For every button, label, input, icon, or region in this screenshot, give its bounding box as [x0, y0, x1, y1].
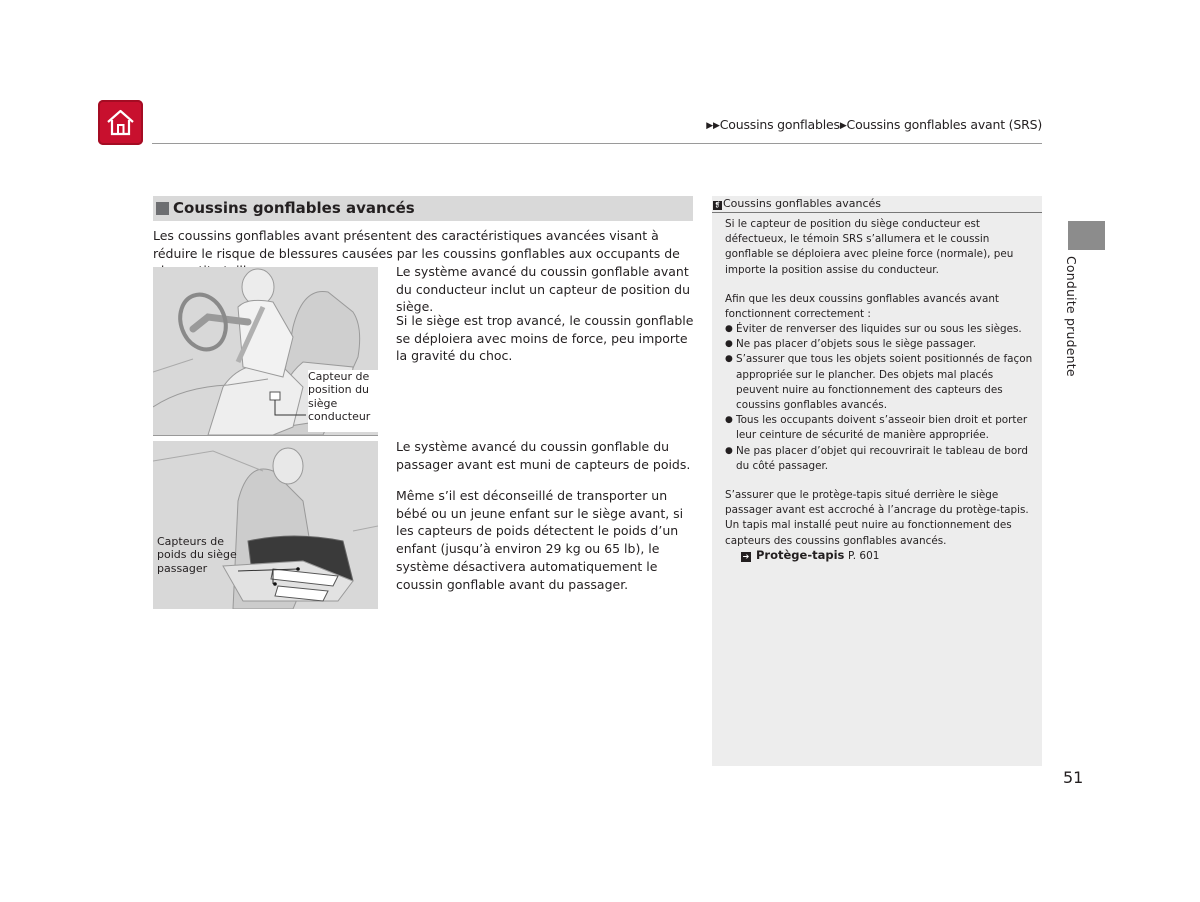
- home-icon: [105, 107, 136, 138]
- passenger-weight-sensor-label: [157, 535, 241, 575]
- page-number: 51: [1063, 768, 1084, 787]
- breadcrumb-arrow-icon: ▶▶: [706, 121, 720, 131]
- bullet-icon: ●: [725, 324, 733, 334]
- passenger-seat-illustration: [153, 441, 378, 609]
- breadcrumb-item-airbags[interactable]: Coussins gonflables: [719, 117, 840, 132]
- note-paragraph-1: Si le capteur de position du siège conducteur est défectueux, le témoin SRS s’allumera et le coussin gonflable se déploiera avec pleine force (normale), peu importe la position assise du conducteur.: [725, 218, 1014, 276]
- note-panel: [712, 196, 1042, 766]
- heading-square-icon: [156, 202, 169, 215]
- list-item-text: Ne pas placer d’objet qui recouvrirait le tableau de bord du côté passager.: [736, 444, 1028, 472]
- crossref-page: P. 601: [848, 550, 880, 562]
- crossref-label: Protège-tapis: [756, 548, 845, 562]
- passenger-caption-line-3: passager: [157, 561, 208, 575]
- breadcrumb-item-front-airbags[interactable]: Coussins gonflables avant (SRS): [846, 117, 1042, 132]
- passenger-seat-drawing: [153, 441, 378, 609]
- passenger-caption-line-2: poids du siège: [157, 548, 237, 562]
- driver-paragraph-1: Le système avancé du coussin gonflable avant du conducteur inclut un capteur de position du siège.: [396, 264, 691, 315]
- intro-paragraph: Les coussins gonflables avant présentent des caractéristiques avancées visant à réduire le risque de blessures causées par les coussins gonflables aux occupants de: [153, 228, 680, 261]
- bullet-icon: ●: [725, 354, 733, 365]
- driver-caption-line-2: position du: [308, 383, 370, 397]
- list-item: [725, 444, 1033, 474]
- chapter-tab-label: Conduite prudente: [1064, 256, 1079, 377]
- note-title-text: Coussins gonflables avancés: [723, 197, 881, 210]
- bullet-icon: ●: [725, 339, 733, 350]
- crossref-arrow-icon: ➔: [742, 552, 750, 561]
- list-item: [725, 322, 1033, 337]
- driver-seat-sensor-label: [308, 370, 378, 432]
- passenger-paragraph-2: Même s’il est déconseillé de transporter un bébé ou un jeune enfant sur le siège avant, si les capteurs de poids détectent le poids d’un enfant (jusqu’à environ 29 kg ou 65 lb), le système désactivera automatiquement le coussin gonflable avant du passager.: [396, 488, 684, 592]
- bullet-icon: ●: [725, 415, 733, 426]
- list-item: [725, 352, 1033, 413]
- home-button[interactable]: [98, 100, 143, 145]
- list-item-text: S’assurer que tous les objets soient positionnés de façon appropriée sur le plancher. Des objets mal placés peuvent nuire au fonctionnement des capteurs des coussins gonflables avancés.: [736, 353, 1033, 412]
- header-divider: [152, 143, 1042, 144]
- driver-caption-line-4: conducteur: [308, 410, 371, 424]
- list-item-text: Ne pas placer d’objets sous le siège passager.: [736, 338, 977, 351]
- driver-caption-line-3: siège: [308, 396, 338, 410]
- note-bullet-list: [725, 322, 1033, 474]
- note-paragraph-2: Afin que les deux coussins gonflables avancés avant fonctionnent correctement :: [725, 293, 999, 321]
- list-item-text: Tous les occupants doivent s’asseoir bien droit et porter leur ceinture de sécurité de manière appropriée.: [736, 414, 1028, 442]
- note-icon: ❡: [714, 201, 721, 209]
- passenger-caption-line-1: Capteurs de: [157, 535, 224, 548]
- section-title: Coussins gonflables avancés: [173, 199, 415, 217]
- bullet-icon: ●: [725, 445, 733, 456]
- section-heading: [153, 196, 693, 221]
- list-item: [725, 413, 1033, 443]
- breadcrumb: [706, 117, 1042, 132]
- driver-paragraph-2: Si le siège est trop avancé, le coussin gonflable se déploiera avec moins de force, peu importe la gravité du choc.: [396, 313, 694, 364]
- note-paragraph-3: S’assurer que le protège-tapis situé derrière le siège passager avant est accroché à l’ancrage du protège-tapis. Un tapis mal installé peut nuire au fonctionnement des capteurs des coussins gonflables avancés.: [725, 489, 1029, 547]
- floor-mat-crossref-link[interactable]: [741, 548, 879, 562]
- note-title: [713, 197, 881, 210]
- passenger-paragraph-1: Le système avancé du coussin gonflable du passager avant est muni de capteurs de poids.: [396, 439, 691, 472]
- breadcrumb-separator-icon: ▶: [839, 121, 847, 131]
- list-item: [725, 337, 1033, 352]
- driver-caption-line-1: Capteur de: [308, 370, 370, 383]
- chapter-tab-marker[interactable]: [1068, 221, 1105, 250]
- list-item-text: Éviter de renverser des liquides sur ou sous les sièges.: [736, 323, 1022, 335]
